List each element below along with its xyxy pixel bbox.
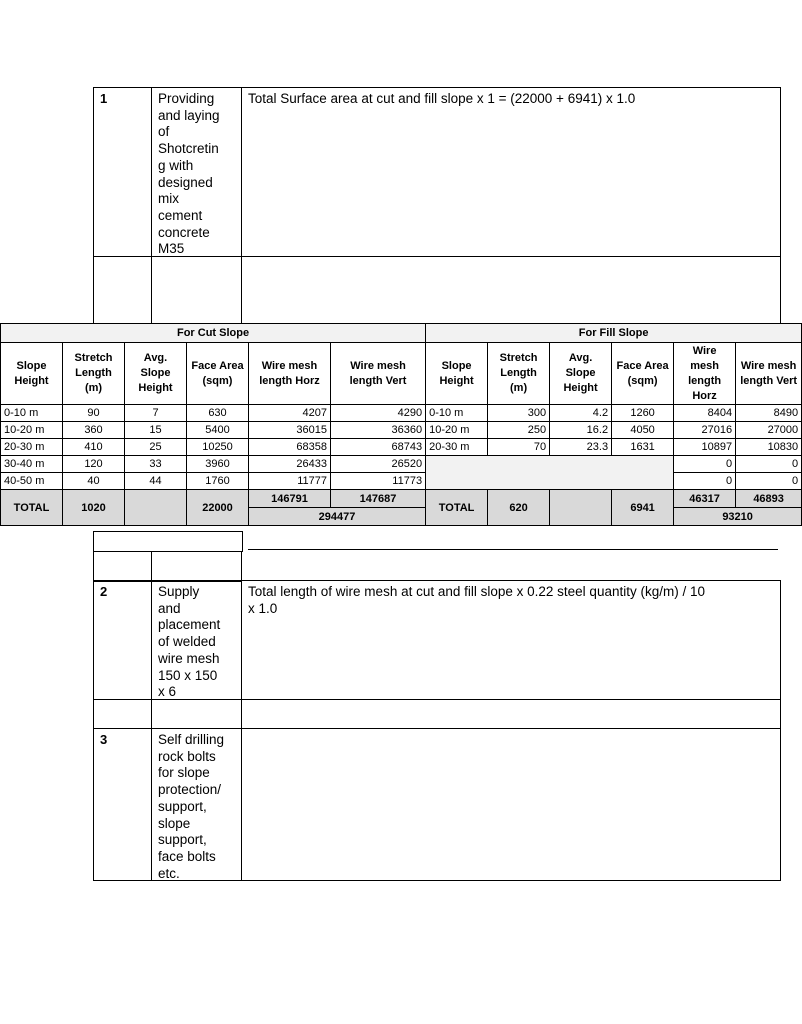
table-cell: 630	[187, 405, 249, 422]
table-cell: 4050	[612, 422, 674, 439]
total-row	[1, 490, 802, 508]
table-cell: 36360	[331, 422, 426, 439]
table-cell: 11773	[331, 473, 426, 490]
total-horz: 46317	[674, 490, 736, 508]
column-header: Wire mesh length Vert	[331, 343, 426, 405]
table-cell: 68743	[331, 439, 426, 456]
column-header: Face Area (sqm)	[187, 343, 249, 405]
table-cell: 0	[736, 473, 802, 490]
table-cell: 8490	[736, 405, 802, 422]
item-1-description: Providing and laying of Shotcretin g with designed mix cement concrete M35	[151, 87, 242, 257]
table-cell: 23.3	[550, 439, 612, 456]
total-vert: 147687	[331, 490, 426, 508]
table-cell: 26520	[331, 456, 426, 473]
total-label: TOTAL	[1, 490, 63, 526]
table-cell: 10250	[187, 439, 249, 456]
total-stretch: 1020	[63, 490, 125, 526]
column-header: Face Area (sqm)	[612, 343, 674, 405]
column-header: Avg. Slope Height	[550, 343, 612, 405]
table-cell	[426, 456, 674, 490]
spacer-cell	[93, 699, 152, 729]
table-cell: 10897	[674, 439, 736, 456]
item-3-description: Self drilling rock bolts for slope protection/ support, slope support, face bolts etc.	[151, 728, 242, 881]
item-2-number: 2	[93, 580, 152, 700]
item-1-number: 1	[93, 87, 152, 257]
table-cell: 7	[125, 405, 187, 422]
table-cell: 0	[674, 473, 736, 490]
column-header: Avg. Slope Height	[125, 343, 187, 405]
item-2-calculation-line2: x 1.0	[248, 600, 278, 616]
table-cell: 0	[736, 456, 802, 473]
table-cell: 0-10 m	[1, 405, 63, 422]
table-cell: 68358	[249, 439, 331, 456]
column-header: Stretch Length (m)	[488, 343, 550, 405]
table-cell: 15	[125, 422, 187, 439]
table-cell: 27016	[674, 422, 736, 439]
item-3-number: 3	[93, 728, 152, 881]
table-cell: 250	[488, 422, 550, 439]
column-header: Wire mesh length Vert	[736, 343, 802, 405]
table-cell: 70	[488, 439, 550, 456]
item-3-calculation	[241, 728, 781, 881]
slope-table	[0, 323, 802, 526]
table-cell: 4.2	[550, 405, 612, 422]
item-2-calculation-line1: Total length of wire mesh at cut and fill slope x 0.22 steel quantity (kg/m) / 10	[248, 584, 705, 599]
table-cell: 20-30 m	[426, 439, 488, 456]
total-horz: 146791	[249, 490, 331, 508]
table-cell	[550, 490, 612, 526]
column-header: Slope Height	[426, 343, 488, 405]
table-cell: 16.2	[550, 422, 612, 439]
total-area: 22000	[187, 490, 249, 526]
table-cell: 40-50 m	[1, 473, 63, 490]
total-stretch: 620	[488, 490, 550, 526]
table-row	[1, 439, 802, 456]
column-header: Wire mesh length Horz	[674, 343, 736, 405]
table-cell: 410	[63, 439, 125, 456]
cut-slope-title: For Cut Slope	[1, 324, 426, 343]
item-2-calculation	[241, 580, 781, 700]
table-row	[1, 422, 802, 439]
table-cell: 5400	[187, 422, 249, 439]
table-cell: 0	[674, 456, 736, 473]
table-cell: 120	[63, 456, 125, 473]
table-cell: 30-40 m	[1, 456, 63, 473]
total-mesh: 93210	[674, 508, 802, 526]
spacer-cell	[93, 531, 243, 552]
item-1-calculation: Total Surface area at cut and fill slope x 1 = (22000 + 6941) x 1.0	[241, 87, 781, 257]
table-cell: 40	[63, 473, 125, 490]
table-cell: 27000	[736, 422, 802, 439]
table-cell: 0-10 m	[426, 405, 488, 422]
table-cell: 300	[488, 405, 550, 422]
table-cell: 25	[125, 439, 187, 456]
spacer-cell	[93, 551, 152, 582]
table-cell: 33	[125, 456, 187, 473]
fill-slope-title: For Fill Slope	[426, 324, 802, 343]
column-header: Stretch Length (m)	[63, 343, 125, 405]
table-cell: 8404	[674, 405, 736, 422]
table-row	[1, 405, 802, 422]
total-mesh: 294477	[249, 508, 426, 526]
table-cell: 26433	[249, 456, 331, 473]
table-cell: 3960	[187, 456, 249, 473]
total-area: 6941	[612, 490, 674, 526]
spacer-cell	[241, 699, 781, 729]
table-cell: 10-20 m	[1, 422, 63, 439]
table-cell: 20-30 m	[1, 439, 63, 456]
item-2-description: Supply and placement of welded wire mesh 150 x 150 x 6	[151, 580, 242, 700]
divider	[248, 549, 778, 550]
spacer-cell	[151, 699, 242, 729]
table-cell: 90	[63, 405, 125, 422]
table-row	[1, 473, 802, 490]
table-cell: 44	[125, 473, 187, 490]
table-cell: 1260	[612, 405, 674, 422]
table-cell: 360	[63, 422, 125, 439]
total-vert: 46893	[736, 490, 802, 508]
table-cell: 1760	[187, 473, 249, 490]
table-cell: 36015	[249, 422, 331, 439]
table-cell: 10830	[736, 439, 802, 456]
table-cell: 10-20 m	[426, 422, 488, 439]
spacer-cell	[151, 551, 242, 582]
column-header: Wire mesh length Horz	[249, 343, 331, 405]
table-cell	[125, 490, 187, 526]
column-header: Slope Height	[1, 343, 63, 405]
total-label: TOTAL	[426, 490, 488, 526]
table-cell: 4207	[249, 405, 331, 422]
table-cell: 1631	[612, 439, 674, 456]
table-row	[1, 456, 802, 473]
table-cell: 11777	[249, 473, 331, 490]
table-cell: 4290	[331, 405, 426, 422]
